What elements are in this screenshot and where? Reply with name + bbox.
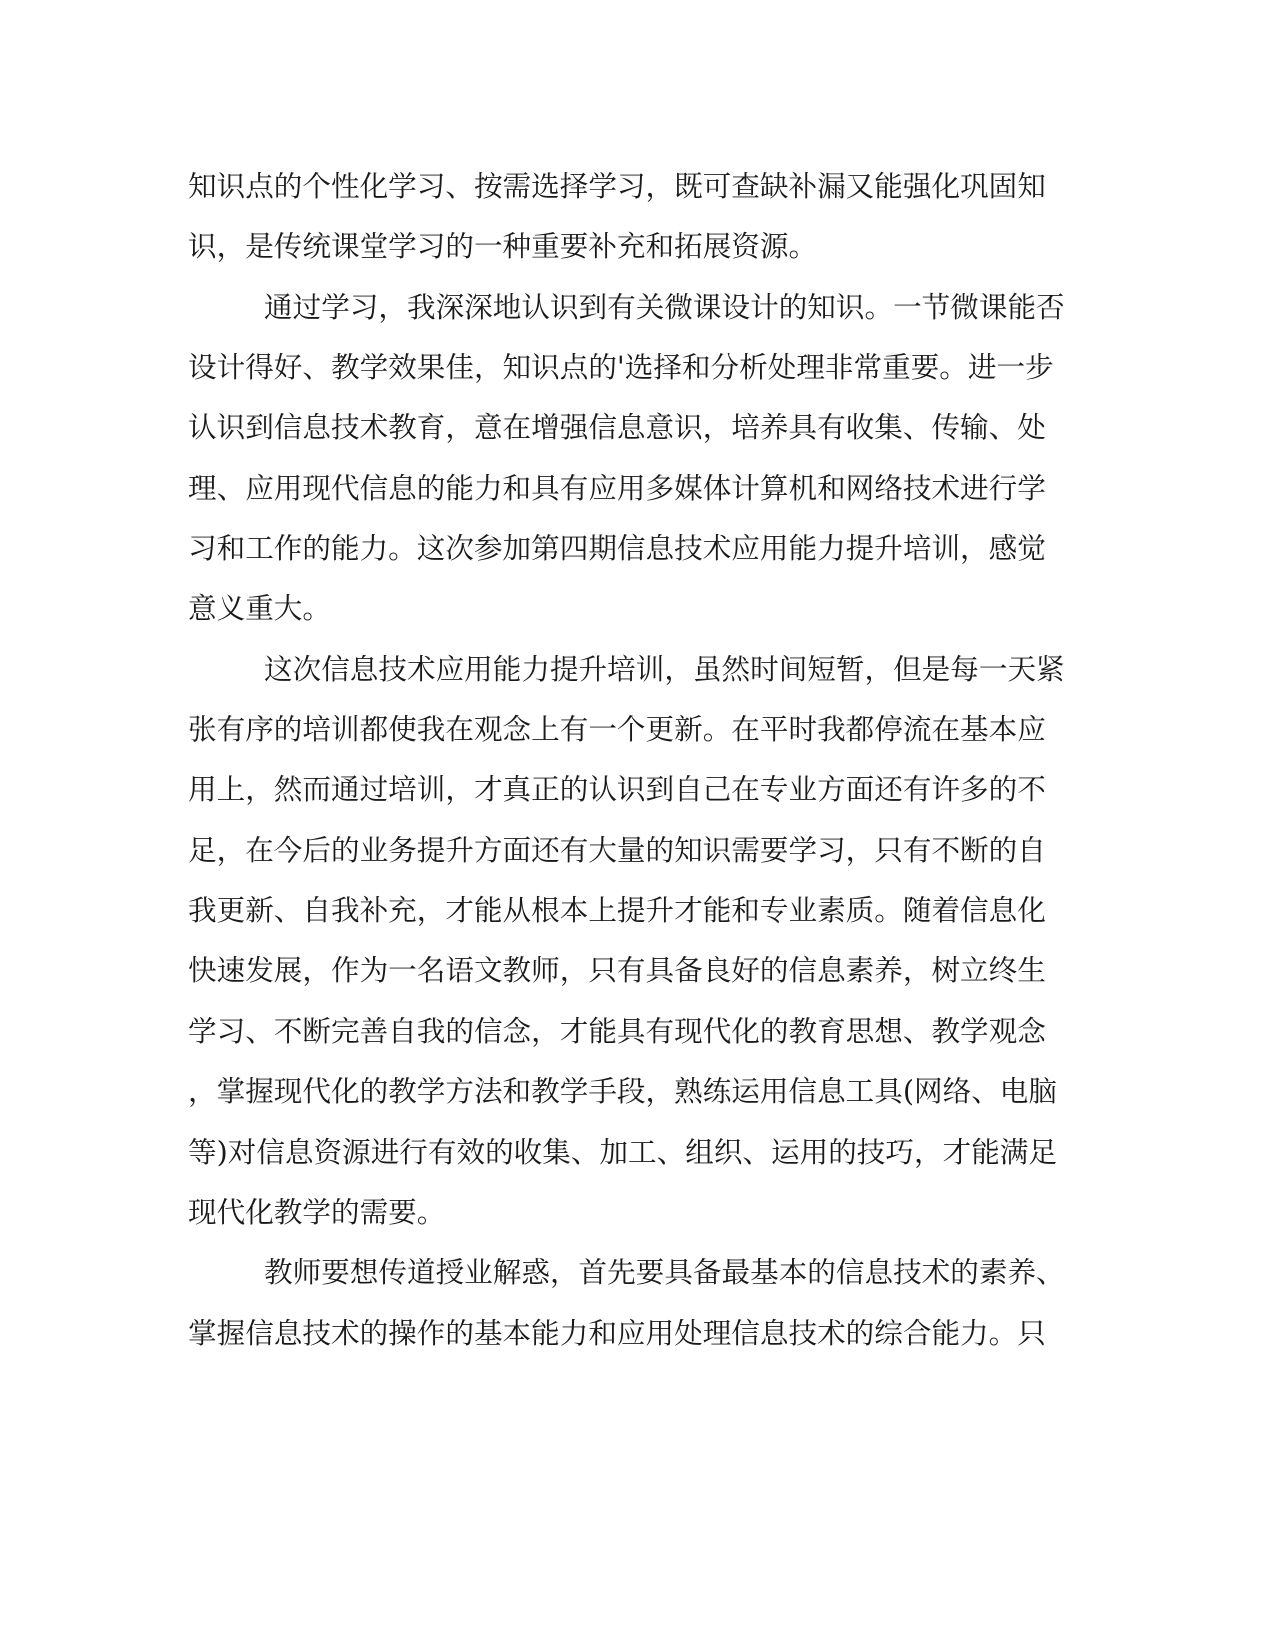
text-line: 设计得好、教学效果佳，知识点的'选择和分析处理非常重要。进一步 [188,350,1054,385]
text-line: 等)对信息资源进行有效的收集、加工、组织、运用的技巧，才能满足 [188,1134,1057,1169]
text-line: 认识到信息技术教育，意在增强信息意识，培养具有收集、传输、处 [188,410,1046,445]
text-line: 掌握信息技术的操作的基本能力和应用处理信息技术的综合能力。只 [188,1315,1046,1350]
text-line: 快速发展，作为一名语文教师，只有具备良好的信息素养，树立终生 [188,953,1046,988]
paragraph-start-line: 这次信息技术应用能力提升培训，虽然时间短暂，但是每一天紧 [264,651,1065,686]
text-line: 足，在今后的业务提升方面还有大量的知识需要学习，只有不断的自 [188,832,1046,867]
text-line: 我更新、自我补充，才能从根本上提升才能和专业素质。随着信息化 [188,893,1046,928]
paragraph-start-line: 通过学习，我深深地认识到有关微课设计的知识。一节微课能否 [264,289,1065,324]
text-line: ，掌握现代化的教学方法和教学手段，熟练运用信息工具(网络、电脑 [188,1074,1057,1109]
text-line: 知识点的个性化学习、按需选择学习，既可查缺补漏又能强化巩固知 [188,169,1046,203]
paragraph-start-line: 教师要想传道授业解惑，首先要具备最基本的信息技术的素养、 [264,1255,1065,1290]
text-line: 张有序的培训都使我在观念上有一个更新。在平时我都停流在基本应 [188,712,1046,747]
text-line: 学习、不断完善自我的信念，才能具有现代化的教育思想、教学观念 [188,1013,1046,1048]
text-line: 现代化教学的需要。 [188,1194,446,1229]
body-text [188,156,1070,1363]
text-line: 意义重大。 [188,591,331,626]
text-line: 习和工作的能力。这次参加第四期信息技术应用能力提升培训，感觉 [188,531,1046,566]
text-line: 理、应用现代信息的能力和具有应用多媒体计算机和网络技术进行学 [188,470,1046,505]
text-line: 用上，然而通过培训，才真正的认识到自己在专业方面还有许多的不 [188,772,1046,807]
text-line: 识，是传统课堂学习的一种重要补充和拓展资源。 [188,229,818,264]
